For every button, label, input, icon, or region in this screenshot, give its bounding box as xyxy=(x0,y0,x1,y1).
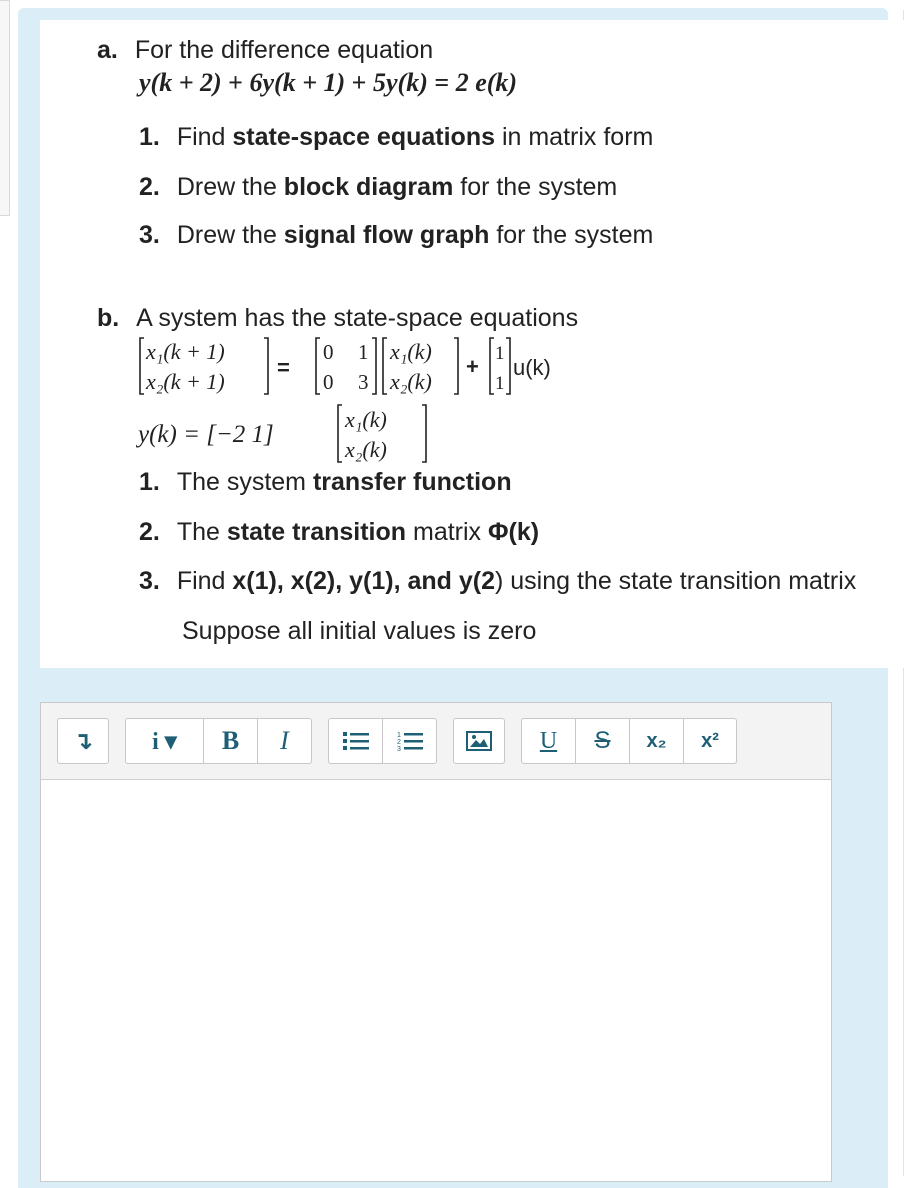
item-text: Drew the xyxy=(176,221,284,249)
part-b-intro: A system has the state-space equations xyxy=(136,304,579,332)
b-bracket-right xyxy=(506,338,510,394)
item-bold-text: x(1), x(2), y(1), and y(2 xyxy=(232,567,495,595)
a-12: 1 xyxy=(358,340,369,364)
part-b-note: Suppose all initial values is zero xyxy=(182,617,537,645)
output-equation xyxy=(136,400,496,466)
eq-term-2: 6y(k + 1) xyxy=(249,68,346,97)
lhs-bracket-right xyxy=(264,338,268,394)
item-bold-text: state transition xyxy=(226,518,407,546)
editor-text-area[interactable] xyxy=(41,780,831,1180)
x-bracket-left xyxy=(383,338,387,394)
output-lhs: y(k) = [−2 1] xyxy=(138,421,274,448)
equals-sign: = xyxy=(277,355,290,380)
item-number: 2. xyxy=(139,518,160,546)
strikethrough-button[interactable] xyxy=(575,718,630,764)
editor-toolbar xyxy=(41,703,831,780)
b-2: 1 xyxy=(495,373,505,394)
question-box xyxy=(40,20,922,668)
item-bold-text: transfer function xyxy=(312,468,512,496)
item-number: 2. xyxy=(139,173,160,201)
eq-op-1: + xyxy=(221,68,250,97)
underline-icon: U xyxy=(539,727,558,754)
item-text: Find xyxy=(176,123,233,151)
a-bracket-left xyxy=(316,338,320,394)
bold-icon: B xyxy=(221,726,240,755)
item-bold-text-2: Φ(k) xyxy=(488,518,540,546)
bold-button[interactable] xyxy=(203,718,258,764)
part-a-marker: a. xyxy=(97,36,118,64)
info-icon: i ▾ xyxy=(152,728,177,755)
plus-sign: + xyxy=(466,354,479,379)
subscript-icon: x₂ xyxy=(646,729,667,752)
item-text-end: matrix xyxy=(406,518,488,546)
state-equation xyxy=(136,334,636,398)
left-side-panel xyxy=(0,0,10,216)
b-1: 1 xyxy=(495,343,505,364)
italic-icon: I xyxy=(280,726,289,755)
item-text-end: for the system xyxy=(489,221,654,249)
item-bold-text: state-space equations xyxy=(232,123,495,151)
part-b-item-3 xyxy=(139,569,856,594)
item-text: Drew the xyxy=(176,173,284,201)
numbered-list-icon xyxy=(397,730,423,752)
item-text: The system xyxy=(176,468,313,496)
ox-bracket-left xyxy=(338,405,342,462)
insert-icon: ↴ xyxy=(72,727,94,755)
item-text-end: ) using the state transition matrix xyxy=(494,567,857,595)
answer-editor xyxy=(40,702,832,1182)
item-text: The xyxy=(176,518,227,546)
eq-term-3: 5y(k) xyxy=(373,68,428,97)
ox-top: x₁(k) xyxy=(345,407,387,432)
svg-text:1: 1 xyxy=(396,732,401,739)
item-number: 3. xyxy=(139,567,160,595)
eq-equals: = xyxy=(427,68,456,97)
part-a-header xyxy=(97,38,433,63)
lhs-top: x₁(k + 1) xyxy=(146,339,225,364)
part-b-header xyxy=(97,306,578,331)
ox-bracket-right xyxy=(422,405,426,462)
image-icon xyxy=(466,731,492,751)
part-a-item-1 xyxy=(139,125,653,150)
a-21: 0 xyxy=(323,370,334,394)
x-top: x₁(k) xyxy=(390,339,432,364)
item-number: 1. xyxy=(139,123,160,151)
item-number: 1. xyxy=(139,468,160,496)
svg-text:3: 3 xyxy=(396,746,401,752)
part-b-item-2 xyxy=(139,520,539,545)
item-bold-text: block diagram xyxy=(283,173,454,201)
eq-op-2: + xyxy=(345,68,373,97)
info-dropdown-button[interactable] xyxy=(125,718,204,764)
numbered-list-button[interactable] xyxy=(382,718,437,764)
a-11: 0 xyxy=(323,340,334,364)
part-a-intro: For the difference equation xyxy=(134,36,434,64)
x-bottom: x₂(k) xyxy=(390,369,432,394)
lhs-bracket-left xyxy=(140,338,144,394)
ox-bottom: x₂(k) xyxy=(345,437,387,462)
x-bracket-right xyxy=(454,338,458,394)
insert-icon-button[interactable] xyxy=(57,718,109,764)
item-bold-text: signal flow graph xyxy=(283,221,490,249)
item-number: 3. xyxy=(139,221,160,249)
a-bracket-right xyxy=(372,338,376,394)
svg-text:2: 2 xyxy=(396,739,401,746)
a-22: 3 xyxy=(358,370,369,394)
superscript-button[interactable] xyxy=(683,718,737,764)
superscript-icon: x² xyxy=(701,729,719,752)
part-a-item-3 xyxy=(139,223,653,248)
item-text-end: for the system xyxy=(453,173,618,201)
bullet-list-icon xyxy=(343,731,369,751)
strikethrough-icon: S xyxy=(594,727,611,754)
part-b-marker: b. xyxy=(97,304,120,332)
item-text-end: in matrix form xyxy=(495,123,654,151)
bullet-list-button[interactable] xyxy=(328,718,383,764)
part-a-item-2 xyxy=(139,175,617,200)
underline-button[interactable] xyxy=(521,718,576,764)
u-term: u(k) xyxy=(513,355,551,380)
italic-button[interactable] xyxy=(257,718,312,764)
image-button[interactable] xyxy=(453,718,505,764)
item-text: Find xyxy=(176,567,233,595)
b-bracket-left xyxy=(490,338,494,394)
eq-term-1: y(k + 2) xyxy=(139,68,222,97)
part-b-item-1 xyxy=(139,470,512,495)
eq-term-4: 2 e(k) xyxy=(455,68,518,97)
difference-equation xyxy=(139,70,517,96)
lhs-bottom: x₂(k + 1) xyxy=(146,369,225,394)
subscript-button[interactable] xyxy=(629,718,684,764)
